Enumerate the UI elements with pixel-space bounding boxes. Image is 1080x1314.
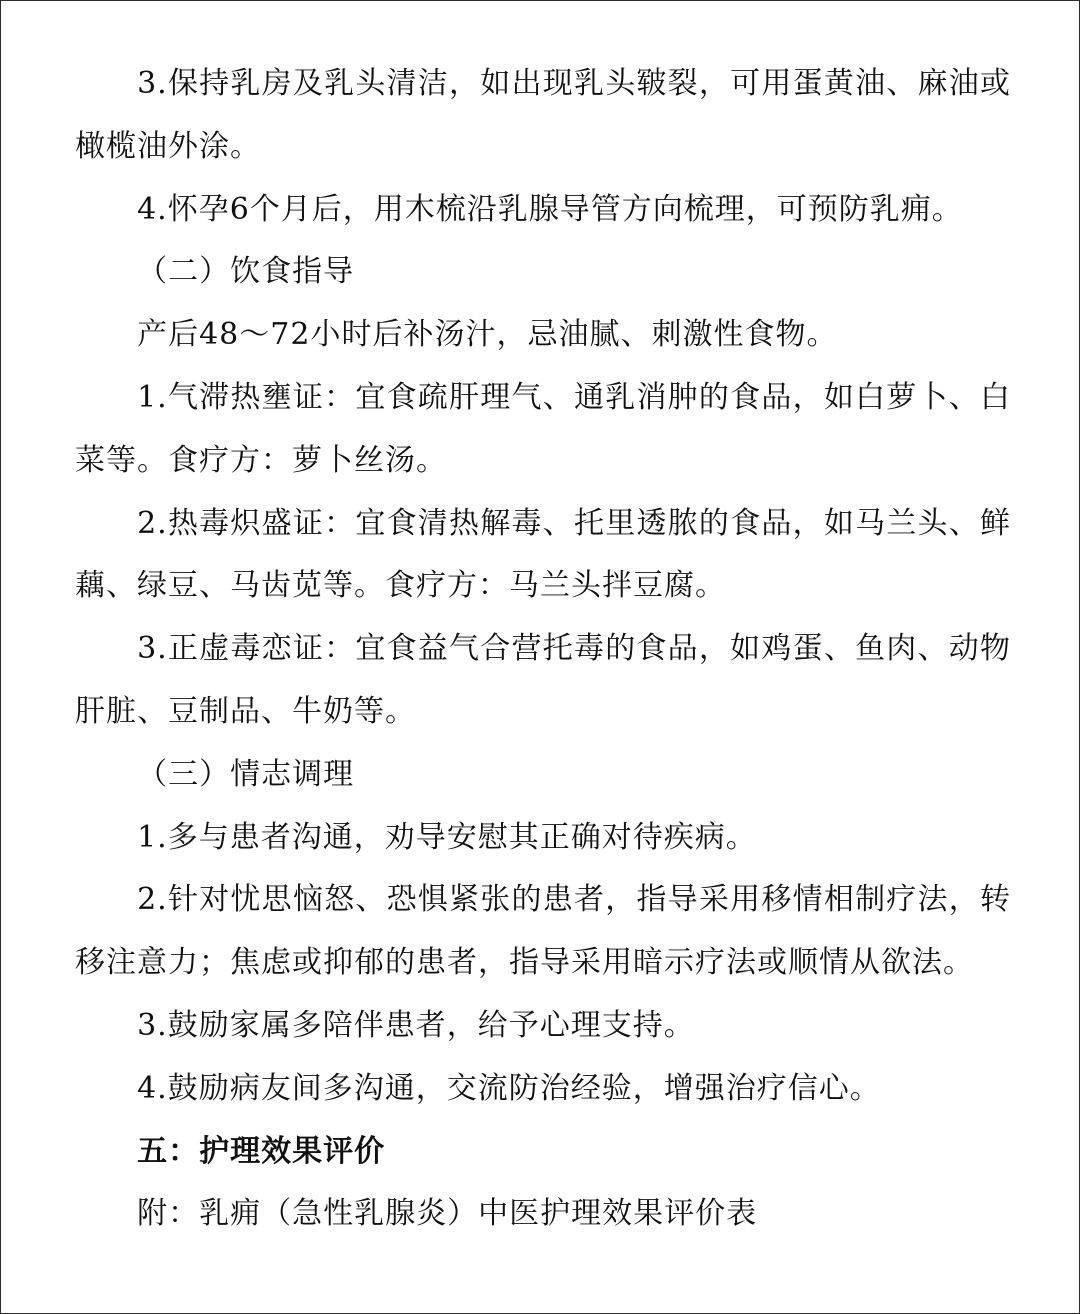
paragraph-family-support: 3.鼓励家属多陪伴患者，给予心理支持。: [137, 1007, 695, 1043]
paragraph-appendix: 附：乳痈（急性乳腺炎）中医护理效果评价表: [137, 1196, 758, 1232]
paragraph-postpartum-diet: 产后48～72小时后补汤汁，忌油腻、刺激性食物。: [137, 317, 838, 353]
paragraph-comb-massage: 4.怀孕6个月后，用木梳沿乳腺导管方向梳理，可预防乳痈。: [137, 191, 963, 227]
paragraph-emotion-communication: 1.多与患者沟通，劝导安慰其正确对待疾病。: [137, 819, 757, 855]
paragraph-emotion-therapy: 2.针对忧思恼怒、恐惧紧张的患者，指导采用移情相制疗法，转移注意力；焦虑或抑郁的患者，指导采用暗示疗法或顺情从欲法。: [75, 882, 1011, 981]
section-heading-evaluation: 五：护理效果评价: [137, 1133, 386, 1169]
paragraph-diet-heat-toxin: 2.热毒炽盛证：宜食清热解毒、托里透脓的食品，如马兰头、鲜藕、绿豆、马齿苋等。食疗方：马兰头拌豆腐。: [75, 505, 1011, 604]
document-body: [75, 53, 1011, 1246]
paragraph-diet-qi-stagnation: 1.气滞热壅证：宜食疏肝理气、通乳消肿的食品，如白萝卜、白菜等。食疗方：萝卜丝汤。: [75, 379, 1011, 478]
paragraph-diet-deficiency: 3.正虚毒恋证：宜食益气合营托毒的食品，如鸡蛋、鱼肉、动物肝脏、豆制品、牛奶等。: [75, 631, 1011, 729]
heading-diet-guidance: （二）饮食指导: [137, 254, 355, 290]
paragraph-peer-support: 4.鼓励病友间多沟通，交流防治经验，增强治疗信心。: [137, 1070, 881, 1106]
heading-emotional-care: （三）情志调理: [137, 756, 355, 792]
paragraph-nipple-care: 3.保持乳房及乳头清洁，如出现乳头皲裂，可用蛋黄油、麻油或橄榄油外涂。: [75, 66, 1011, 164]
